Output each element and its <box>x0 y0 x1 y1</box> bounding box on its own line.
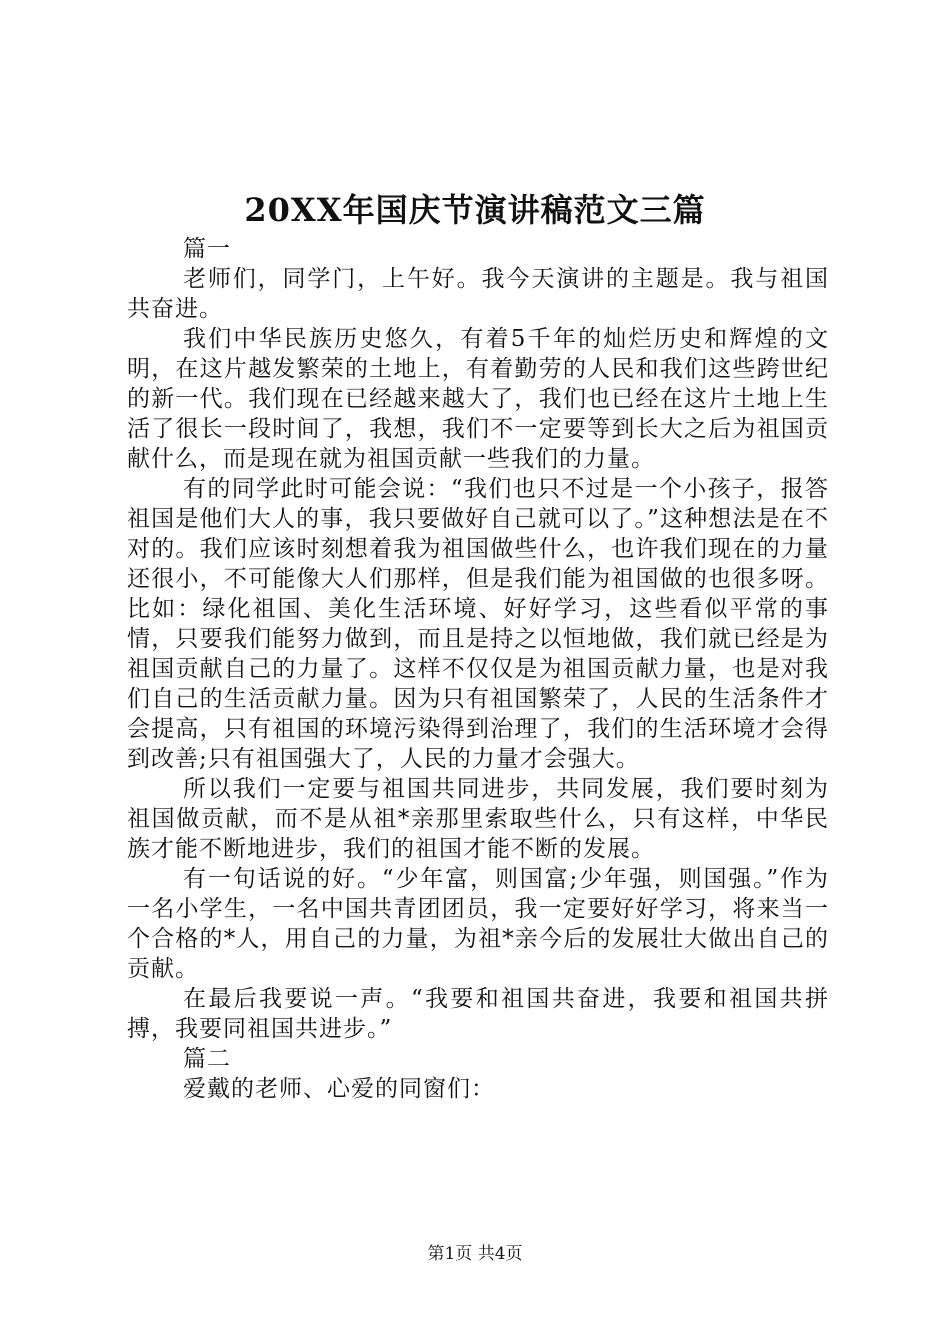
paragraph-saying: 有一句话说的好。“少年富，则国富;少年强，则国强。”作为一名小学生，一名中国共青团团员，我一定要好好学习，将来当一个合格的*人，用自己的力量，为祖*亲今后的发展壮大做出自己的贡献。 <box>127 866 829 982</box>
paragraph-closing: 在最后我要说一声。“我要和祖国共奋进，我要和祖国共拼搏，我要同祖国共进步。” <box>127 986 829 1042</box>
document-title: 20XX年国庆节演讲稿范文三篇 <box>244 191 706 229</box>
paragraph-salutation: 爱戴的老师、心爱的同窗们： <box>183 1076 495 1102</box>
document-body <box>127 234 829 1104</box>
page-footer: 第1页 共4页 <box>427 1244 523 1264</box>
section-heading-1: 篇一 <box>183 236 231 262</box>
paragraph-progress: 所以我们一定要与祖国共同进步，共同发展，我们要时刻为祖国做贡献，而不是从祖*亲那里索取些什么，只有这样，中华民族才能不断地进步，我们的祖国才能不断的发展。 <box>127 776 829 862</box>
paragraph-history: 我们中华民族历史悠久，有着5千年的灿烂历史和辉煌的文明，在这片越发繁荣的土地上，有着勤劳的人民和我们这些跨世纪的新一代。我们现在已经越来越大了，我们也已经在这片土地上生活了很长一段时间了，我想，我们不一定要等到长大之后为祖国贡献什么，而是现在就为祖国贡献一些我们的力量。 <box>127 326 829 472</box>
paragraph-greeting: 老师们，同学门，上午好。我今天演讲的主题是。我与祖国共奋进。 <box>127 266 829 322</box>
paragraph-contribution: 有的同学此时可能会说：“我们也只不过是一个小孩子，报答祖国是他们大人的事，我只要做好自己就可以了。”这种想法是在不对的。我们应该时刻想着我为祖国做些什么，也许我们现在的力量还很小，不可能像大人们那样，但是我们能为祖国做的也很多呀。比如：绿化祖国、美化生活环境、好好学习，这些看似平常的事情，只要我们能努力做到，而且是持之以恒地做，我们就已经是为祖国贡献自己的力量了。这样不仅仅是为祖国贡献力量，也是对我们自己的生活贡献力量。因为只有祖国繁荣了，人民的生活条件才会提高，只有祖国的环境污染得到治理了，我们的生活环境才会得到改善;只有祖国强大了，人民的力量才会强大。 <box>127 476 829 772</box>
section-heading-2: 篇二 <box>183 1046 231 1072</box>
